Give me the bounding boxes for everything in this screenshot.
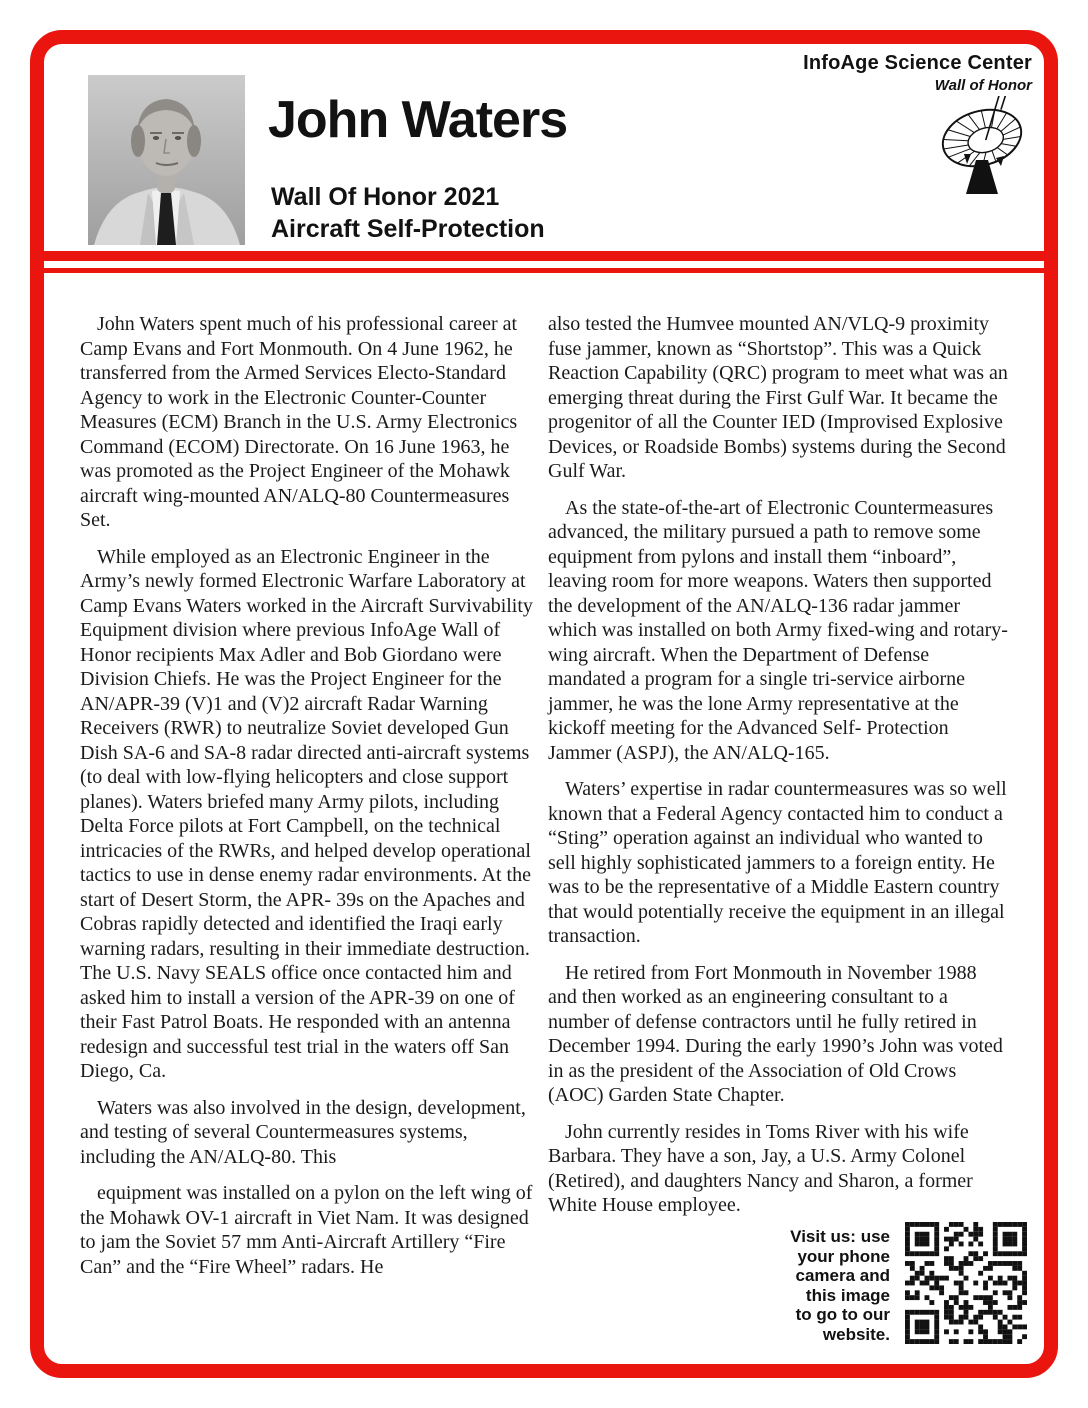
- article-column-right: [548, 312, 1008, 1291]
- subtitle-category: Aircraft Self-Protection: [271, 215, 545, 243]
- header-divider-thick: [44, 251, 1044, 261]
- radar-dish-icon: [936, 96, 1032, 196]
- subtitle-honor-year: Wall Of Honor 2021: [271, 183, 500, 211]
- article-column-left: [80, 312, 538, 1291]
- portrait-photo: [88, 75, 245, 245]
- article-paragraph: John currently resides in Toms River with his wife Barbara. They have a son, Jay, a U.S. Army Colonel (Retired), and daughters Nancy and Sharon, a former White House employee.: [548, 1120, 973, 1216]
- article-body: [80, 312, 1008, 1291]
- org-block: [803, 52, 1032, 94]
- article-paragraph: equipment was installed on a pylon on the left wing of the Mohawk OV-1 aircraft in Viet Nam. It was designed to jam the Soviet 57 mm Anti-Aircraft Artillery “Fire Can” and the “Fire Wheel” radars. He: [80, 1182, 533, 1278]
- qr-code-image: [905, 1222, 1027, 1344]
- page-title: John Waters: [268, 91, 568, 149]
- visit-us-line: this image: [805, 1285, 890, 1305]
- org-tagline: Wall of Honor: [934, 77, 1032, 94]
- article-paragraph: John Waters spent much of his professional career at Camp Evans and Fort Monmouth. On 4 June 1962, he transferred from the Armed Services Electo-Standard Agency to work in the Electronic Counter-Counter Measures (ECM) Branch in the U.S. Army Electronics Command (ECOM) Directorate. On 16 June 1963, he was promoted as the Project Engineer of the Mohawk aircraft wing-mounted AN/ALQ-80 Countermeasures Set.: [80, 313, 518, 531]
- visit-us-text: [760, 1227, 890, 1344]
- visit-us-line: your phone: [797, 1246, 890, 1266]
- visit-us-line: camera and: [795, 1266, 890, 1285]
- header-divider-thin: [44, 268, 1044, 273]
- page-subtitle: [271, 181, 545, 245]
- visit-us-line: Visit us: use: [790, 1227, 890, 1246]
- article-paragraph: Waters’ expertise in radar countermeasures was so well known that a Federal Agency contacted him to conduct a “Sting” operation against an individual who wanted to sell highly sophisticated jammers to a foreign entity. He was to be the representative of a Middle Eastern country that would potentially receive the equipment in an illegal transaction.: [548, 778, 1007, 947]
- article-paragraph: Waters was also involved in the design, development, and testing of several Countermeasures systems, including the AN/ALQ-80. This: [80, 1096, 526, 1168]
- article-paragraph: He retired from Fort Monmouth in November 1988 and then worked as an engineering consultant to a number of defense contractors until he fully retired in December 1994. During the early 1990’s John was voted in as the president of the Association of Old Crows (AOC) Garden State Chapter.: [548, 961, 1003, 1106]
- visit-us-line: to go to our: [795, 1305, 890, 1324]
- org-name: InfoAge Science Center: [803, 52, 1032, 74]
- article-paragraph: While employed as an Electronic Engineer in the Army’s newly formed Electronic Warfare Laboratory at Camp Evans Waters worked in the Aircraft Survivability Equipment division where previous InfoAge Wall of Honor recipients Max Adler and Bob Giordano were Division Chiefs. He was the Project Engineer for the AN/APR-39 (V)1 and (V)2 aircraft Radar Warning Receivers (RWR) to neutralize Soviet developed Gun Dish SA-6 and SA-8 radar directed anti-aircraft systems (to deal with low-flying helicopters and close support planes). Waters briefed many Army pilots, including Delta Force pilots at Fort Campbell, on the technical intricacies of the RWRs, and helped develop operational tactics to use in dense enemy radar environments. At the start of Desert Storm, the APR- 39s on the Apaches and Cobras rapidly detected and identified the Iraqi early warning radars, resulting in their immediate destruction. The U.S. Navy SEALS office once contacted him and asked him to install a version of the APR-39 on one of their Fast Patrol Boats. He responded with an antenna redesign and successful test trial in the waters off San Diego, Ca.: [80, 545, 533, 1082]
- article-paragraph: As the state-of-the-art of Electronic Countermeasures advanced, the military pursued a path to remove some equipment from pylons and install them “inboard”, leaving room for more weapons. Waters then supported the development of the AN/ALQ-136 radar jammer which was installed on both Army fixed-wing and rotary-wing aircraft. When the Department of Defense mandated a program for a single tri-service airborne jammer, he was the lone Army representative at the kickoff meeting for the Advanced Self- Protection Jammer (ASPJ), the AN/ALQ-165.: [548, 496, 1008, 764]
- article-paragraph: also tested the Humvee mounted AN/VLQ-9 proximity fuse jammer, known as “Shortstop”. This was a Quick Reaction Capability (QRC) program to meet what was an emerging threat during the First Gulf War. It became the progenitor of all the Counter IED (Improvised Explosive Devices, or Roadside Bombs) systems during the Second Gulf War.: [548, 313, 1008, 482]
- visit-us-line: website.: [822, 1324, 890, 1344]
